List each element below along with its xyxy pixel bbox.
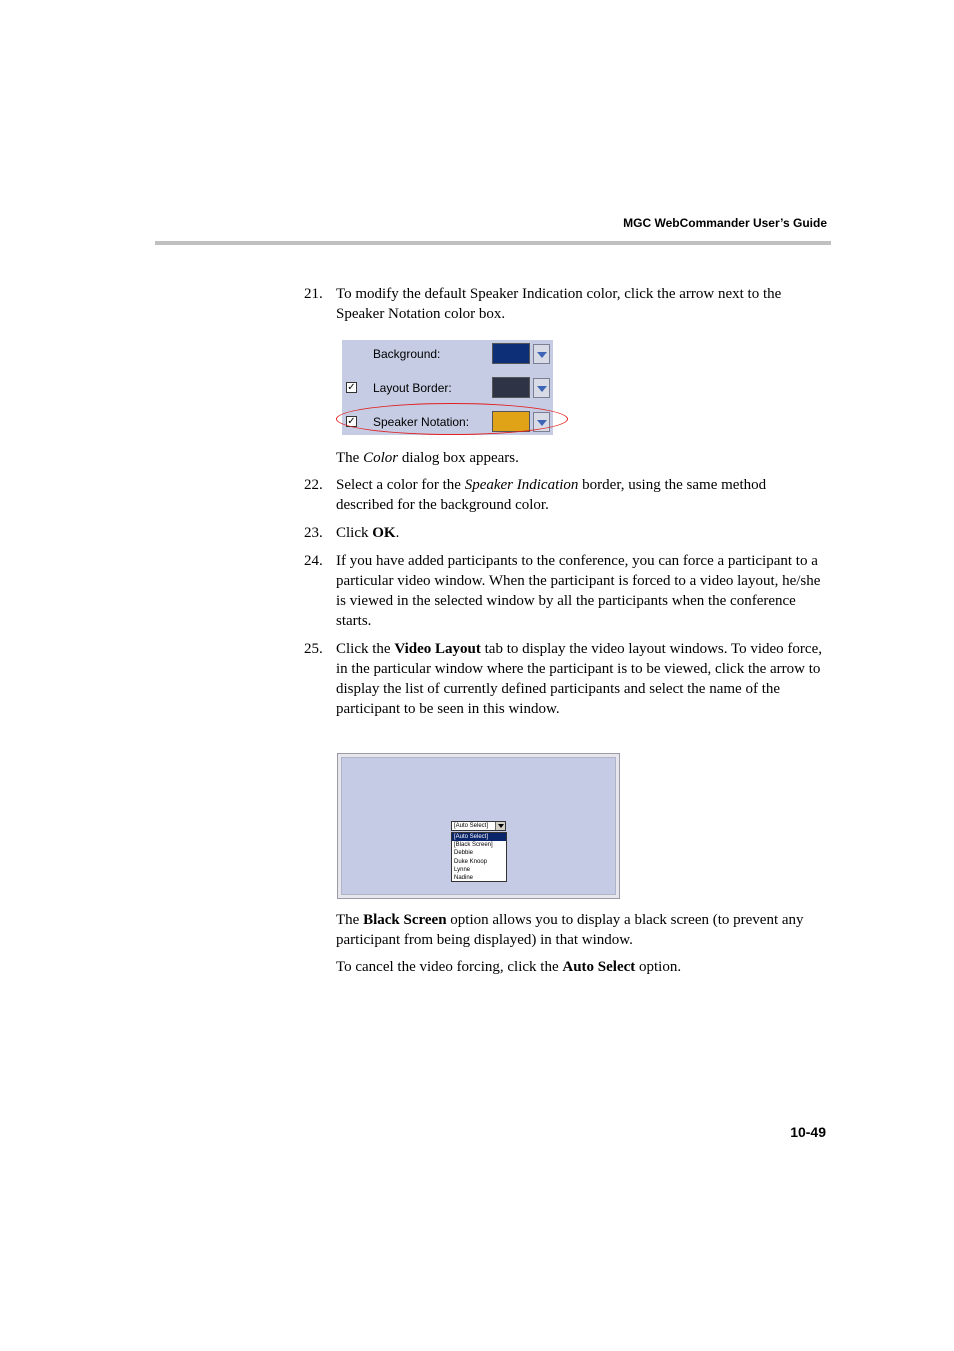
step-22-number: 22. <box>304 477 323 493</box>
option-auto-select[interactable]: [Auto Select] <box>452 833 506 841</box>
layout-border-color-dropdown-button[interactable] <box>533 378 550 398</box>
background-row <box>342 341 553 367</box>
participant-select-dropdown[interactable] <box>451 821 506 831</box>
step-23-text: Click OK. <box>336 525 400 541</box>
participant-options-list <box>451 832 507 882</box>
chevron-down-icon[interactable] <box>495 822 505 830</box>
layout-border-label: Layout Border: <box>373 381 452 395</box>
header-rule <box>155 241 831 245</box>
option-duke-knoop[interactable]: Duke Knoop <box>454 858 488 865</box>
step-22-text: Select a color for the Speaker Indication border, using the same method described for the background color. <box>336 477 767 513</box>
step-21-number: 21. <box>304 286 323 302</box>
option-black-screen[interactable]: [Black Screen] <box>454 842 493 849</box>
running-header: MGC WebCommander User’s Guide <box>623 216 827 230</box>
page-number: 10-49 <box>790 1124 826 1140</box>
step-21-text: To modify the default Speaker Indication color, click the arrow next to the Speaker Notation color box. <box>336 286 782 322</box>
background-label: Background: <box>373 347 441 361</box>
layout-border-row <box>342 375 553 401</box>
step-25-number: 25. <box>304 641 323 657</box>
auto-select-note: To cancel the video forcing, click the Auto Select option. <box>336 959 682 975</box>
participant-select-value: [Auto Select] <box>454 823 489 829</box>
color-dialog-note: The Color dialog box appears. <box>336 450 519 466</box>
step-23-number: 23. <box>304 525 323 541</box>
step-24-number: 24. <box>304 553 323 569</box>
layout-border-color-swatch[interactable] <box>492 377 530 398</box>
background-color-dropdown-button[interactable] <box>533 344 550 364</box>
layout-border-checkbox[interactable]: ✓ <box>347 382 356 393</box>
color-dialog-name: Color <box>363 450 399 466</box>
step-24-text: If you have added participants to the conference, you can force a participant to a particular video window. When the participant is forced to a video layout, he/she is viewed in the selected window by all the participants when the conference starts. <box>336 553 821 629</box>
speaker-notation-highlight-ellipse <box>336 403 568 435</box>
speaker-notation-checkbox[interactable]: ✓ <box>347 416 356 427</box>
option-nadine[interactable]: Nadine <box>454 875 474 882</box>
option-lynne[interactable]: Lynne <box>454 866 471 873</box>
step-25-text: Click the Video Layout tab to display the video layout windows. To video force, in the particular window where the participant is to be viewed, click the arrow to display the list of currently defined participants and select the name of the participant to be seen in this window. <box>336 641 822 717</box>
background-color-swatch[interactable] <box>492 343 530 364</box>
option-debbie[interactable]: Debbie <box>454 850 474 857</box>
speaker-notation-label: Speaker Notation: <box>373 415 470 429</box>
black-screen-note: The Black Screen option allows you to display a black screen (to prevent any participant from being displayed) in that window. <box>336 912 804 948</box>
